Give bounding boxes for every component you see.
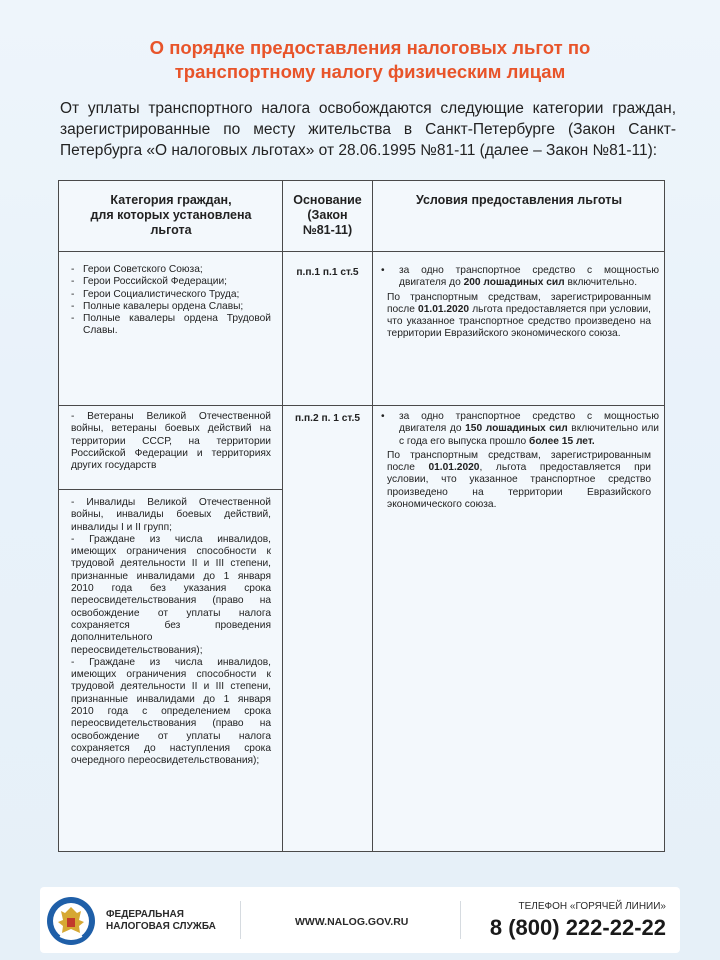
bullet: •: [381, 411, 385, 422]
header-basis: Основание (Закон №81-11): [293, 193, 362, 237]
row2-categories-bottom: [71, 497, 271, 768]
document-title: [60, 36, 680, 84]
list-item: - Герои Социалистического Труда;: [71, 288, 240, 300]
row1-basis: п.п.1 п.1 ст.5: [296, 267, 359, 278]
row2-basis: п.п.2 п. 1 ст.5: [294, 413, 361, 424]
hotline-phone[interactable]: 8 (800) 222-22-22: [489, 915, 666, 940]
list-item: - Полные кавалеры ордена Трудовой Славы.: [71, 313, 271, 337]
intro-paragraph: От уплаты транспортного налога освобождаются следующие категории граждан, зарегистрированные по месту жительства в Санкт-Петербурге (Закон Санкт-Петербурга «О налоговых льготах» от 28.06.1995 №81-11 (далее – Закон №81-11):: [60, 100, 676, 159]
fns-logo-text: ФЕДЕРАЛЬНАЯ НАЛОГОВАЯ СЛУЖБА: [106, 909, 216, 932]
header-category: Категория граждан, для которых установлена льгота: [90, 193, 252, 237]
row1-categories: [71, 264, 271, 338]
title-line-2: транспортному налогу физическим лицам: [174, 61, 566, 82]
list-item: - Инвалиды Великой Отечественной войны, инвалиды боевых действий, инвалиды I и II групп;: [71, 497, 271, 533]
list-item: - Герои Российской Федерации;: [71, 276, 227, 288]
header-conditions: Условия предоставления льготы: [415, 193, 623, 207]
list-item: - Полные кавалеры ордена Славы;: [71, 300, 244, 312]
row1-conditions: • за одно транспортное средство с мощностью двигателя до 200 лошадиных сил включительно. По транспортным средствам, зарегистрированным после 01.01.2020 льгота предоставляется при условии, что указанное транспортное средство произведено на территории Евразийского экономического союза.: [381, 265, 659, 340]
footer-bar: [40, 887, 680, 953]
row2-categories-top: - Ветераны Великой Отечественной войны, ветераны боевых действий на территории СССР, на территории Российской Федерации и территориях других государств: [71, 411, 271, 472]
list-item: - Граждане из числа инвалидов, имеющих ограничения способности к трудовой деятельности II и III степени, признанные инвалидами до 1 января 2010 года с определением срока переосвидетельствования (право на освобождение от уплаты налога сохраняется до наступления срока очередного переосвидетельствования);: [71, 656, 271, 767]
row2-conditions: • за одно транспортное средство с мощностью двигателя до 150 лошадиных сил включительно или с года его выпуска прошло более 15 лет. По транспортным средствам, зарегистрированным после 01.01.2020, льгота предоставляется при условии, что указанное транспортное средство произведено на территории Евразийского экономического союза.: [381, 411, 659, 511]
bullet: •: [381, 265, 385, 276]
list-item: - Граждане из числа инвалидов, имеющих ограничения способности к трудовой деятельности II и III степени, признанные инвалидами до 1 января 2010 года без указания срока переосвидетельствования (право на освобождение от уплаты налога сохраняется без проведения дополнительного переосвидетельствования);: [71, 533, 271, 656]
title-line-1: О порядке предоставления налоговых льгот по: [149, 37, 591, 58]
list-item: - Герои Советского Союза;: [71, 264, 203, 275]
hotline-label: ТЕЛЕФОН «ГОРЯЧЕЙ ЛИНИИ»: [518, 901, 666, 912]
fns-emblem-icon: [46, 896, 96, 946]
website-link[interactable]: WWW.NALOG.GOV.RU: [295, 916, 409, 928]
benefits-table: [58, 180, 665, 852]
